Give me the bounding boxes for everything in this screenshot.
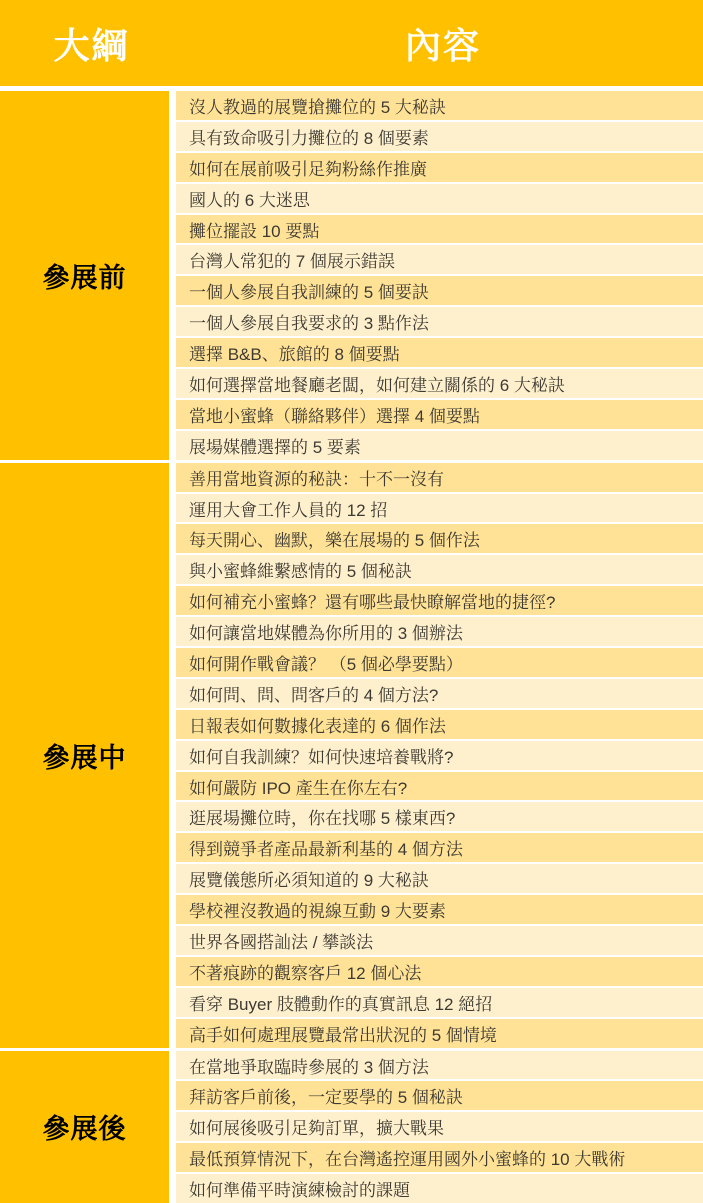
- table-row: 如何展後吸引足夠訂單，擴大戰果: [176, 1110, 703, 1141]
- table-row: 台灣人常犯的 7 個展示錯誤: [176, 243, 703, 274]
- table-row: 與小蜜蜂維繫感情的 5 個秘訣: [176, 553, 703, 584]
- table-row: 逛展場攤位時，你在找哪 5 樣東西?: [176, 800, 703, 831]
- table-row: 世界各國搭訕法 / 攀談法: [176, 924, 703, 955]
- table-row: 沒人教過的展覽搶攤位的 5 大秘訣: [176, 91, 703, 120]
- table-row: 最低預算情況下，在台灣遙控運用國外小蜜蜂的 10 大戰術: [176, 1141, 703, 1172]
- section-1: [0, 91, 703, 460]
- table-row: 得到競爭者產品最新利基的 4 個方法: [176, 831, 703, 862]
- table-row: 選擇 B&B、旅館的 8 個要點: [176, 336, 703, 367]
- section-label: 參展中: [0, 463, 176, 1048]
- table-row: 日報表如何數據化表達的 6 個作法: [176, 708, 703, 739]
- table-row: 拜訪客戶前後，一定要學的 5 個秘訣: [176, 1079, 703, 1110]
- table-row: 如何補充小蜜蜂？還有哪些最快瞭解當地的捷徑?: [176, 584, 703, 615]
- table-row: 高手如何處理展覽最常出狀況的 5 個情境: [176, 1017, 703, 1048]
- table-row: 如何開作戰會議？ （5 個必學要點）: [176, 646, 703, 677]
- table-row: 如何問、問、問客戶的 4 個方法?: [176, 677, 703, 708]
- section-rows: [176, 463, 703, 1048]
- section-2: [0, 460, 703, 1048]
- table-row: 一個人參展自我要求的 3 點作法: [176, 305, 703, 336]
- table-row: 學校裡沒教過的視線互動 9 大要素: [176, 893, 703, 924]
- table-row: 如何自我訓練？如何快速培養戰將?: [176, 739, 703, 770]
- table-row: 一個人參展自我訓練的 5 個要訣: [176, 274, 703, 305]
- table-row: 展覽儀態所必須知道的 9 大秘訣: [176, 862, 703, 893]
- table-row: 具有致命吸引力攤位的 8 個要素: [176, 120, 703, 151]
- table-row: 當地小蜜蜂（聯絡夥伴）選擇 4 個要點: [176, 398, 703, 429]
- header-content-column: 內容: [404, 24, 481, 66]
- table-row: 善用當地資源的秘訣：十不一沒有: [176, 463, 703, 492]
- table-body: [0, 91, 703, 1203]
- table-row: 如何選擇當地餐廳老闆，如何建立關係的 6 大秘訣: [176, 367, 703, 398]
- table-row: 如何準備平時演練檢討的課題: [176, 1172, 703, 1203]
- section-label: 參展後: [0, 1051, 176, 1203]
- table-row: 看穿 Buyer 肢體動作的真實訊息 12 絕招: [176, 986, 703, 1017]
- table-row: 每天開心、幽默，樂在展場的 5 個作法: [176, 522, 703, 553]
- header-outline-column: 大綱: [53, 24, 130, 66]
- section-label: 參展前: [0, 91, 176, 460]
- section-rows: [176, 1051, 703, 1203]
- table-row: 如何讓當地媒體為你所用的 3 個辦法: [176, 615, 703, 646]
- table-row: 展場媒體選擇的 5 要素: [176, 429, 703, 460]
- table-row: 在當地爭取臨時參展的 3 個方法: [176, 1051, 703, 1080]
- section-3: [0, 1048, 703, 1203]
- table-row: 攤位擺設 10 要點: [176, 213, 703, 244]
- table-row: 國人的 6 大迷思: [176, 182, 703, 213]
- table-row: 運用大會工作人員的 12 招: [176, 492, 703, 523]
- table-header-row: [0, 0, 703, 91]
- table-row: 不著痕跡的觀察客戶 12 個心法: [176, 955, 703, 986]
- table-row: 如何在展前吸引足夠粉絲作推廣: [176, 151, 703, 182]
- section-rows: [176, 91, 703, 460]
- table-row: 如何嚴防 IPO 產生在你左右?: [176, 770, 703, 801]
